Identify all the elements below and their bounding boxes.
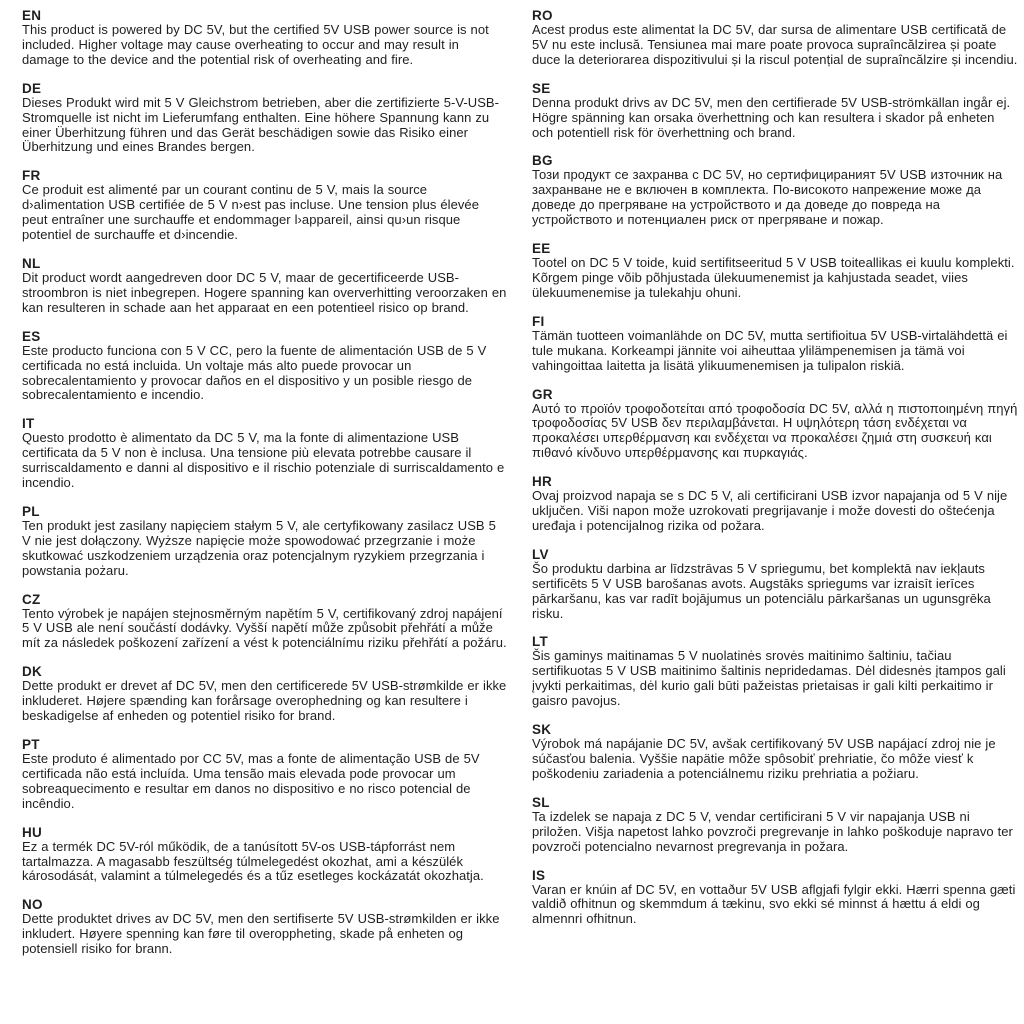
language-section-fr <box>22 168 508 243</box>
language-code: RO <box>532 8 553 23</box>
language-section-nl <box>22 256 508 316</box>
language-section-ee <box>532 241 1018 301</box>
language-section-hu <box>22 825 508 885</box>
language-code: BG <box>532 153 553 169</box>
language-text: Ten produkt jest zasilany napięciem stałym 5 V, ale certyfikowany zasilacz USB 5 V nie jest dołączony. Wyższe napięcie może spowodować przegrzanie i może skutkować uszkodzeniem urządzenia oraz potencjalnym ryzykiem przegrzania i powstania pożaru. <box>22 517 496 578</box>
language-section-pt <box>22 737 508 812</box>
language-text: Ce produit est alimenté par un courant continu de 5 V, mais la source d›alimentation USB certifiée de 5 V n›est pas incluse. Une tension plus élevée peut entraîner une surchauffe et endommager l›appareil, ainsi qu›un risque potentiel de surchauffe et d›incendie. <box>22 182 479 243</box>
language-section-sl <box>532 795 1018 855</box>
language-code: SL <box>532 794 550 810</box>
language-code: LT <box>532 634 548 650</box>
language-text: Ez a termék DC 5V-ról működik, de a tanúsított 5V-os USB-tápforrást nem tartalmazza. A magasabb feszültség túlmelegedést okozhat, ami a készülék károsodását, valamint a túlmelegedés és a tűz esetleges kockázatát okozhatja. <box>22 838 484 884</box>
language-code: SE <box>532 80 551 96</box>
language-text: Ovaj proizvod napaja se s DC 5 V, ali certificirani USB izvor napajanja od 5 V nije uključen. Viši napon može uzrokovati pregrijavanje i može dovesti do oštećenja uređaja i potencijalnog rizika od požara. <box>532 488 1008 533</box>
language-text: Tootel on DC 5 V toide, kuid sertifitseeritud 5 V USB toiteallikas ei kuulu komplekti. Kõrgem pinge võib põhjustada ülekuumenemist ja kahjustada seadet, viies ülekuumenemise ja tulekahju ohuni. <box>532 255 1015 300</box>
language-code: PL <box>22 503 40 519</box>
language-section-ro <box>532 8 1018 68</box>
language-text: Tento výrobek je napájen stejnosměrným napětím 5 V, certifikovaný zdroj napájení 5 V USB ale není součástí dodávky. Vyšší napětí může způsobit přehřátí a může mít za následek poškození zařízení a vést k potenciálnímu riziku přehřátí a požáru. <box>22 605 507 651</box>
language-code: EN <box>22 8 42 23</box>
language-code: FI <box>532 313 545 329</box>
language-section-es <box>22 329 508 404</box>
column-left <box>22 8 508 1016</box>
language-section-fi <box>532 314 1018 374</box>
language-code: ES <box>22 328 41 344</box>
language-section-is <box>532 868 1018 928</box>
language-code: CZ <box>22 591 41 607</box>
language-text: Αυτό το προϊόν τροφοδοτείται από τροφοδοσία DC 5V, αλλά η πιστοποιημένη πηγή τροφοδοσίας 5V USB δεν περιλαμβάνεται. Η υψηλότερη τάση ενδέχεται να προκαλέσει υπερθέρμανση και ενδέχεται να προκαλέσει ζημιά στη συσκευή και πιθανό κίνδυνο υπερθέρμανσης και πυρκαγιάς. <box>532 400 1018 461</box>
language-section-pl <box>22 504 508 579</box>
language-code: SK <box>532 722 552 738</box>
language-code: PT <box>22 737 40 752</box>
language-code: DE <box>22 80 42 96</box>
language-section-no <box>22 897 508 957</box>
language-section-se <box>532 81 1018 141</box>
language-section-sk <box>532 722 1018 782</box>
language-text: Denna produkt drivs av DC 5V, men den certifierade 5V USB-strömkällan ingår ej. Högre spänning kan orsaka överhettning och kan resultera i skador på enheten och potentiell risk för överhettning och brand. <box>532 94 1011 140</box>
language-section-hr <box>532 474 1018 534</box>
language-section-de <box>22 81 508 156</box>
language-text: Varan er knúin af DC 5V, en vottaður 5V USB aflgjafi fylgir ekki. Hærri spenna gæti valdið ofhitnun og skemmdum á tækinu, svo ekki sé minnst á hættu á eldi og almennri ofhitnun. <box>532 881 1016 927</box>
language-code: IS <box>532 867 546 883</box>
language-section-lv <box>532 547 1018 622</box>
language-code: NL <box>22 255 41 271</box>
language-code: EE <box>532 241 551 257</box>
language-text: Šis gaminys maitinamas 5 V nuolatinės srovės maitinimo šaltiniu, tačiau sertifikuotas 5 V USB maitinimo šaltinis nepridedamas. Dėl didesnės įtampos gali įvykti perkaitimas, dėl kurio gali būti pažeistas prietaisas ir gali kilti perkaitimo ir gaisro pavojus. <box>532 648 1006 709</box>
language-code: NO <box>22 897 43 913</box>
language-text: Този продукт се захранва с DC 5V, но сертифицираният 5V USB източник на захранване не е включен в комплекта. По-високото напрежение може да доведе до прегряване на устройството и да доведе до повреда на устройството и потенциален риск от прегряване и пожар. <box>532 167 1003 228</box>
language-text: Ta izdelek se napaja z DC 5 V, vendar certificirani 5 V vir napajanja USB ni priložen. Višja napetost lahko povzroči pregrevanje in lahko poškoduje napravo ter povzroči potencialno nevarnost pregrevanja in požara. <box>532 808 1013 854</box>
language-text: Šo produktu darbina ar līdzstrāvas 5 V spriegumu, bet komplektā nav iekļauts sertificēts 5 V USB barošanas avots. Augstāks spriegums var izraisīt ierīces pārkaršanu, kas var radīt bojājumus un potenciālu pārkaršanas un ugunsgrēka risku. <box>532 560 991 621</box>
language-section-lt <box>532 634 1018 709</box>
language-section-dk <box>22 664 508 724</box>
language-code: LV <box>532 546 549 562</box>
language-section-en <box>22 8 508 68</box>
language-text: Dette produkt er drevet af DC 5V, men den certificerede 5V USB-strømkilde er ikke inkluderet. Højere spænding kan forårsage overophedning og kan resultere i beskadigelse af enheden og potentiel risiko for brand. <box>22 678 507 724</box>
language-code: DK <box>22 664 42 680</box>
language-text: Dit product wordt aangedreven door DC 5 V, maar de gecertificeerde USB-stroombron is niet inbegrepen. Hogere spanning kan oververhitting veroorzaken en kan resulteren in schade aan het apparaat en een potentieel risico op brand. <box>22 269 507 315</box>
language-text: Este producto funciona con 5 V CC, pero la fuente de alimentación USB de 5 V certificada no está incluida. Un voltaje más alto puede provocar un sobrecalentamiento y provocar daños en el dispositivo y un posible riesgo de sobrecalentamiento e incendio. <box>22 342 487 403</box>
language-text: This product is powered by DC 5V, but the certified 5V USB power source is not included. Higher voltage may cause overheating to occur and may result in damage to the device and the potential risk of overheating and fire. <box>22 22 489 67</box>
language-section-cz <box>22 592 508 652</box>
language-code: HR <box>532 474 552 490</box>
language-text: Tämän tuotteen voimanlähde on DC 5V, mutta sertifioitua 5V USB-virtalähdettä ei tule mukana. Korkeampi jännite voi aiheuttaa ylilämpenemisen ja tämä voi vahingoittaa laitetta ja lisätä ylikuumenemisen ja tulipalon riskiä. <box>532 327 1008 373</box>
language-code: GR <box>532 386 553 402</box>
language-code: IT <box>22 416 35 432</box>
language-text: Dette produktet drives av DC 5V, men den sertifiserte 5V USB-strømkilden er ikke inkludert. Høyere spenning kan føre til overoppheting, skade på enheten og potensiell risiko for brann. <box>22 911 500 957</box>
column-right <box>532 8 1018 1016</box>
language-text: Este produto é alimentado por CC 5V, mas a fonte de alimentação USB de 5V certificada não está incluída. Uma tensão mais elevada pode provocar um sobreaquecimento e resultar em danos no dispositivo e no risco potencial de incêndio. <box>22 751 480 811</box>
language-code: HU <box>22 824 42 840</box>
language-section-gr <box>532 387 1018 462</box>
language-code: FR <box>22 168 41 184</box>
language-text: Acest produs este alimentat la DC 5V, dar sursa de alimentare USB certificată de 5V nu este inclusă. Tensiunea mai mare poate provoca supraîncălzirea și poate duce la deteriorarea dispozitivului și la riscul potențial de supraîncălzire și incendiu. <box>532 22 1018 67</box>
language-section-bg <box>532 153 1018 228</box>
language-section-it <box>22 416 508 491</box>
language-text: Výrobok má napájanie DC 5V, avšak certifikovaný 5V USB napájací zdroj nie je súčasťou balenia. Vyššie napätie môže spôsobiť prehriatie, čo môže viesť k poškodeniu zariadenia a potenciálnemu riziku prehriatia a požiaru. <box>532 736 996 781</box>
language-text: Questo prodotto è alimentato da DC 5 V, ma la fonte di alimentazione USB certificata da 5 V non è inclusa. Una tensione più elevata potrebbe causare il surriscaldamento e danni al dispositivo e il rischio potenziale di surriscaldamento e incendio. <box>22 430 505 491</box>
language-text: Dieses Produkt wird mit 5 V Gleichstrom betrieben, aber die zertifizierte 5-V-USB-Stromquelle ist nicht im Lieferumfang enthalten. Eine höhere Spannung kann zu einer Überhitzung führen und das Gerät beschädigen sowie das Risiko einer Überhitzung und eines Brandes bergen. <box>22 94 500 155</box>
